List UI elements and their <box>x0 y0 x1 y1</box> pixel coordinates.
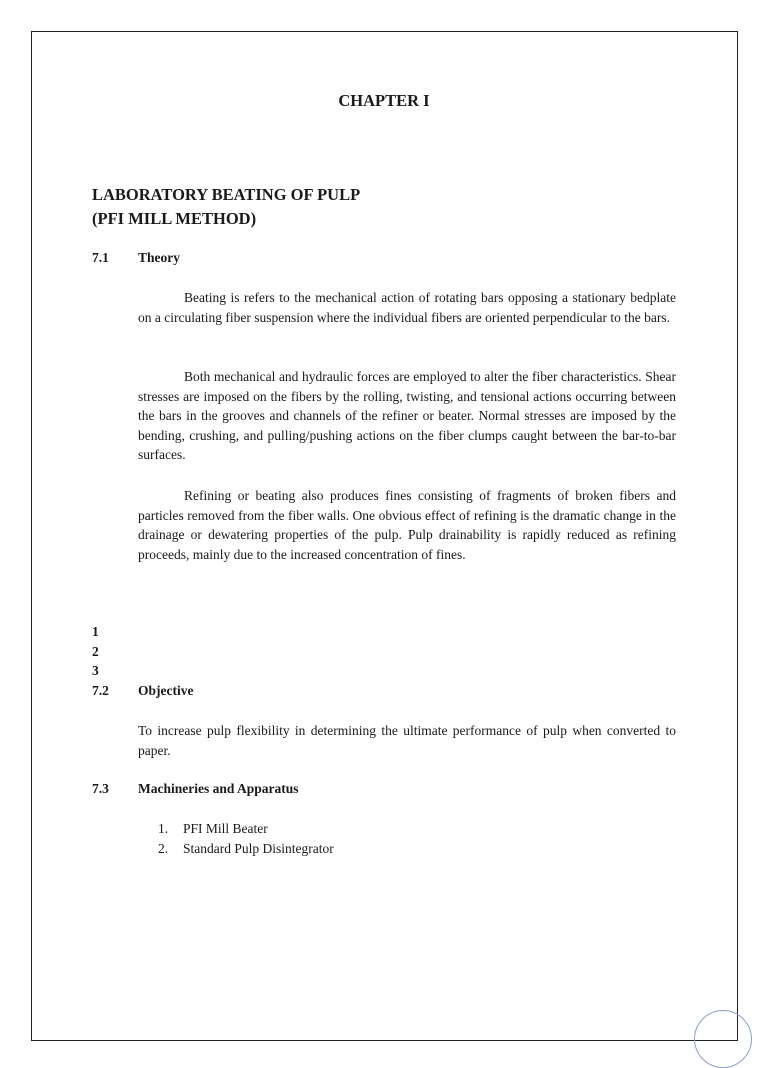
stray-number: 3 <box>92 663 99 679</box>
list-item-number: 1. <box>158 821 169 836</box>
document-title <box>92 183 360 231</box>
list-item-label: PFI Mill Beater <box>183 821 268 836</box>
section-heading-machineries <box>92 781 299 797</box>
section-number: 7.3 <box>92 781 109 796</box>
section-number: 7.2 <box>92 683 109 698</box>
section-number: 7.1 <box>92 250 109 265</box>
apparatus-list <box>158 819 334 858</box>
stray-number-list <box>92 622 99 681</box>
objective-paragraph: To increase pulp flexibility in determining the ultimate performance of pulp when converted to paper. <box>138 723 676 758</box>
page-corner-circle-icon[interactable] <box>694 1010 752 1068</box>
theory-paragraph-2: Both mechanical and hydraulic forces are employed to alter the fiber characteristics. Shear stresses are imposed on the fibers by the rolling, twisting, and tensional actions occurring between the bars in the grooves and channels of the refiner or beater. Normal stresses are imposed by the bending, crushing, and pulling/pushing actions on the fiber clumps caught between the bar-to-bar surfaces. <box>138 369 676 463</box>
list-item <box>158 839 334 859</box>
stray-number: 2 <box>92 643 99 659</box>
stray-number: 1 <box>92 624 99 639</box>
section-title: Machineries and Apparatus <box>138 781 299 796</box>
list-item <box>158 819 334 839</box>
theory-paragraph-1: Beating is refers to the mechanical action of rotating bars opposing a stationary bedplate on a circulating fiber suspension where the individual fibers are oriented perpendicular to the bars. <box>138 290 676 325</box>
section-heading-theory <box>92 250 180 266</box>
list-item-label: Standard Pulp Disintegrator <box>183 840 334 856</box>
list-item-number: 2. <box>158 840 169 856</box>
title-line-1: LABORATORY BEATING OF PULP <box>92 185 361 204</box>
title-line-2: (PFI MILL METHOD) <box>92 209 257 228</box>
section-title: Theory <box>138 250 180 265</box>
section-heading-objective <box>92 683 193 699</box>
theory-paragraph-3: Refining or beating also produces fines consisting of fragments of broken fibers and particles removed from the fiber walls. One obvious effect of refining is the dramatic change in the drainage or dewatering properties of the pulp. Pulp drainability is rapidly reduced as refining proceeds, mainly due to the increased concentration of fines. <box>138 488 676 562</box>
chapter-title: CHAPTER I <box>338 91 430 110</box>
section-title: Objective <box>138 683 194 698</box>
